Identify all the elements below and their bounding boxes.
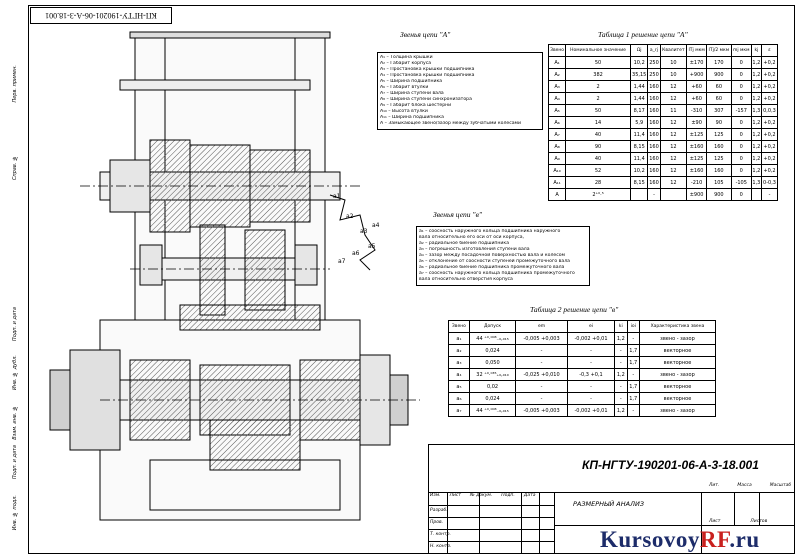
table-cell: 1,7	[627, 345, 639, 357]
table-cell: +0,2	[762, 153, 778, 165]
table-cell: 11,4	[630, 129, 648, 141]
table-cell: a₆	[449, 393, 470, 405]
table-cell: a₃	[449, 357, 470, 369]
table-cell: -	[567, 345, 614, 357]
col-header: Дата	[523, 493, 536, 498]
legend-a-item: А₈ – Ширина ступени синхронизатора	[380, 97, 472, 102]
table-cell: ±90	[687, 117, 707, 129]
table2-title: Таблица 2 решение цепи "в"	[530, 305, 619, 314]
table-cell: 11,4	[630, 153, 648, 165]
legend-b-item: а₄ – зазор между посадочной поверхностью вала и колесом	[419, 253, 566, 258]
table-cell: 5,9	[630, 117, 648, 129]
table-row	[449, 333, 716, 345]
table-cell: 105	[706, 177, 731, 189]
table-cell: ±125	[687, 129, 707, 141]
table-header-row	[449, 321, 716, 333]
table-row	[549, 57, 778, 69]
table-cell: 0	[731, 69, 751, 81]
table-cell: a₁	[449, 333, 470, 345]
table-cell: a₇	[449, 405, 470, 417]
table-row	[549, 93, 778, 105]
table-row	[549, 69, 778, 81]
table-cell: звено - зазор	[639, 369, 715, 381]
side-label: Подп. и дата	[12, 307, 18, 342]
table-cell: -210	[687, 177, 707, 189]
table-cell: -	[627, 333, 639, 345]
table-cell: 12	[660, 93, 687, 105]
table-cell: ±170	[687, 57, 707, 69]
right-header: Масса	[737, 483, 752, 488]
table-cell: 1,7	[627, 381, 639, 393]
watermark: KursovoyRF.ru	[600, 527, 760, 552]
table-cell: 90	[706, 117, 731, 129]
table-cell: 50	[566, 57, 631, 69]
table-cell: 125	[706, 153, 731, 165]
table-header-cell: Номинальное значение	[566, 45, 631, 57]
sheet-labels	[709, 519, 767, 524]
table-cell: -	[627, 405, 639, 417]
table-cell: 2	[566, 81, 631, 93]
table-cell: векторное	[639, 381, 715, 393]
dim-label-a6: a6	[352, 250, 360, 257]
top-stamp: КП-НГТУ-190201-06-А-3-18.001	[30, 7, 172, 24]
table-cell: 52	[566, 165, 631, 177]
table-cell: А	[549, 189, 566, 201]
table-header-cell: ITj/2 мкм	[706, 45, 731, 57]
table-cell: 1,2	[751, 57, 761, 69]
table-cell: +0,2	[762, 81, 778, 93]
legend-b-item: а₁ – соосность наружного кольца подшипника наружного	[419, 229, 561, 234]
table-cell: +900	[687, 69, 707, 81]
table-cell: А₉	[549, 153, 566, 165]
table-cell: 0	[731, 81, 751, 93]
dim-label-a1: a1	[333, 193, 341, 200]
side-label: Инв. № дубл.	[12, 355, 18, 391]
legend-a-item: А₁₁ – Ширина подшипника	[380, 115, 444, 120]
table-cell: 12	[660, 141, 687, 153]
sheet-label: Лист	[709, 519, 721, 524]
legend-a	[377, 52, 543, 130]
table-cell: -0,002 +0,01	[567, 405, 614, 417]
table-cell: 1,7	[627, 393, 639, 405]
table-cell: 8,17	[630, 105, 648, 117]
table-cell: ±160	[687, 141, 707, 153]
table-cell: 12	[660, 129, 687, 141]
dim-label-a5: a5	[368, 243, 376, 250]
table-cell: -0,002 +0,01	[567, 333, 614, 345]
table-cell: А₄	[549, 93, 566, 105]
table-cell: 900	[706, 189, 731, 201]
table-cell: 14	[566, 117, 631, 129]
table-cell: -	[516, 393, 568, 405]
table-cell: -0,005 +0,003	[516, 405, 568, 417]
legend-a-title: Звенья цепи "А"	[400, 30, 451, 39]
table-cell: 0	[731, 141, 751, 153]
table-cell: -	[615, 393, 627, 405]
table-cell: 8,15	[630, 141, 648, 153]
table-cell: a₅	[449, 381, 470, 393]
table-cell: А₆	[549, 117, 566, 129]
col-header: Изм.	[430, 493, 441, 498]
table-row	[549, 153, 778, 165]
table-cell: +0,2	[762, 141, 778, 153]
legend-a-item: А₄ – Простановка крышки подшипника	[380, 73, 475, 78]
table-cell: 160	[648, 153, 660, 165]
table-cell: -	[615, 345, 627, 357]
table-cell: -	[516, 357, 568, 369]
table-cell: А₁₁	[549, 177, 566, 189]
table-row	[549, 177, 778, 189]
table-cell: +0,2	[762, 117, 778, 129]
table-row	[449, 381, 716, 393]
table-cell: 160	[706, 141, 731, 153]
table-cell: -	[615, 357, 627, 369]
table-header-cell: Допуск	[469, 321, 515, 333]
table-header-cell: Характеристика звена	[639, 321, 715, 333]
table-header-cell: ioi	[627, 321, 639, 333]
col-header: Подп.	[501, 493, 515, 498]
table-cell: векторное	[639, 393, 715, 405]
table-cell: -	[762, 189, 778, 201]
table-cell: 160	[648, 129, 660, 141]
table-cell: +0,2	[762, 165, 778, 177]
table-cell: А₁	[549, 57, 566, 69]
table-header-cell: Квалитет	[660, 45, 687, 57]
role-label: Пров.	[430, 520, 444, 525]
table-cell: -157	[731, 105, 751, 117]
table-header-row	[549, 45, 778, 57]
legend-b-item: вала относительно отверстия корпуса	[419, 277, 513, 282]
table-cell: А₇	[549, 129, 566, 141]
legend-b-item: а₃ – погрешность изготовления ступени вала	[419, 247, 530, 252]
table-cell: 160	[648, 165, 660, 177]
document-name: РАЗМЕРНЫЙ АНАЛИЗ	[573, 500, 645, 508]
table-cell: 1,3	[751, 177, 761, 189]
title-right-headers	[709, 483, 791, 488]
role-label: Разраб.	[430, 508, 448, 513]
table-cell: +0,2	[762, 93, 778, 105]
table-cell: 125	[706, 129, 731, 141]
table-row	[449, 369, 716, 381]
table-row	[549, 141, 778, 153]
table-cell: 44 ⁺⁰·⁰⁰⁸₋₀,₀₁₅	[469, 333, 515, 345]
table-cell: -0,025 +0,010	[516, 369, 568, 381]
right-header: Масштаб	[769, 483, 792, 488]
table-cell: -0,005 +0,003	[516, 333, 568, 345]
table-cell: a₂	[449, 345, 470, 357]
table-cell: 10,2	[630, 57, 648, 69]
side-strip	[5, 45, 28, 550]
title-col-headers	[430, 493, 535, 498]
table-cell: 1,2	[751, 93, 761, 105]
table-cell: 1,2	[751, 117, 761, 129]
table-cell: 1,3	[751, 105, 761, 117]
table-row	[449, 345, 716, 357]
document-code: КП-НГТУ-190201-06-А-3-18.001	[582, 458, 759, 472]
table-cell	[630, 189, 648, 201]
table-cell: 2⁺⁰·⁵	[566, 189, 631, 201]
table-cell: звено - зазор	[639, 405, 715, 417]
role-label: Н. контр.	[430, 544, 452, 549]
legend-b-item: вала относительно его оси от оси корпуса,	[419, 235, 525, 240]
table-cell: 160	[706, 165, 731, 177]
table-row	[549, 117, 778, 129]
dim-label-a4: a4	[372, 222, 380, 229]
table-cell: 160	[648, 81, 660, 93]
table-cell: -	[567, 393, 614, 405]
table-header-cell: ITj мкм	[687, 45, 707, 57]
table-cell: 0	[731, 189, 751, 201]
table-cell: -0,3 +0,1	[567, 369, 614, 381]
table-cell: 12	[660, 177, 687, 189]
table-header-cell: em	[516, 321, 568, 333]
col-header: № докум.	[470, 493, 493, 498]
table-cell: +60	[687, 81, 707, 93]
table-cell: 1,2	[751, 129, 761, 141]
table-cell	[751, 189, 761, 201]
table-cell: 90	[566, 141, 631, 153]
table-cell: векторное	[639, 345, 715, 357]
legend-a-item: А₃ – Простановка крышки подшипника	[380, 67, 475, 72]
table-cell: А₅	[549, 105, 566, 117]
table-cell: 900	[706, 69, 731, 81]
legend-a-item: А₁ – Толщина крышки	[380, 55, 433, 60]
legend-a-item: А₇ – Ширина ступени вала	[380, 91, 444, 96]
table-cell: 1,2	[751, 81, 761, 93]
table-header-cell: a_rj	[648, 45, 660, 57]
table-cell: 40	[566, 153, 631, 165]
dim-label-a2: a2	[346, 213, 354, 220]
table-cell: 10	[660, 57, 687, 69]
table-cell: 250	[648, 69, 660, 81]
table-cell: 0,024	[469, 345, 515, 357]
table-cell: ±125	[687, 153, 707, 165]
table-header-cell: ki	[615, 321, 627, 333]
table-cell: 60	[706, 93, 731, 105]
table-header-cell: ε	[762, 45, 778, 57]
table-cell: 0,0,3	[762, 105, 778, 117]
table-cell: 1,2	[751, 153, 761, 165]
side-label: Справ. №	[12, 155, 18, 181]
table-header-cell: mj мкм	[731, 45, 751, 57]
legend-a-item: А₆ – Габарит втулки	[380, 85, 429, 90]
table-cell: 307	[706, 105, 731, 117]
table-cell: 1,2	[615, 333, 627, 345]
table-cell	[660, 189, 687, 201]
legend-b-title: Звенья цепи "в"	[433, 210, 482, 219]
table-row	[449, 357, 716, 369]
legend-a-item: А₁₀ – Высота втулки	[380, 109, 428, 114]
legend-b-item: а₅ – отклонение от соосности ступеней промежуточного вала	[419, 259, 570, 264]
table-cell: 1,7	[627, 357, 639, 369]
role-label: Т. контр.	[430, 532, 451, 537]
table-cell: 160	[648, 93, 660, 105]
table-cell: 1,44	[630, 93, 648, 105]
side-label: Взам. инв. №	[12, 405, 18, 440]
side-label: Перв. примен.	[12, 65, 18, 103]
table-cell: А₃	[549, 81, 566, 93]
legend-a-item: А – Замыкающее звено/зазор между зубчатыми колесами	[380, 121, 521, 126]
table-row	[549, 129, 778, 141]
table-cell: 44 ⁺⁰·⁰⁰⁸₋₀,₀₁₅	[469, 405, 515, 417]
table-cell: 2	[566, 93, 631, 105]
table-row	[549, 105, 778, 117]
table-row	[549, 189, 778, 201]
table-header-cell: kj	[751, 45, 761, 57]
title-roles	[430, 505, 452, 553]
table-header-cell: ei	[567, 321, 614, 333]
table-cell: 40	[566, 129, 631, 141]
table-cell: 8,15	[630, 177, 648, 189]
table-cell: a₄	[449, 369, 470, 381]
table-cell: 0	[731, 153, 751, 165]
legend-b	[416, 226, 590, 286]
table-cell: 1,44	[630, 81, 648, 93]
table-cell: 0	[731, 57, 751, 69]
table-cell: +0,2	[762, 129, 778, 141]
table-cell: 382	[566, 69, 631, 81]
table-cell: 12	[660, 117, 687, 129]
legend-b-item: а₆ – радиальное биение подшипника промежуточного вала	[419, 265, 565, 270]
legend-b-item: а₇ – соосность наружного кольца подшипника промежуточного	[419, 271, 575, 276]
table-cell: звено - зазор	[639, 333, 715, 345]
table-cell: 160	[648, 177, 660, 189]
table-cell: А₈	[549, 141, 566, 153]
table-row	[449, 405, 716, 417]
table-cell: 0,050	[469, 357, 515, 369]
table-cell: -	[627, 369, 639, 381]
table-cell: 12	[660, 81, 687, 93]
table-cell: ±160	[687, 165, 707, 177]
dim-label-a3: a3	[360, 228, 368, 235]
table-cell: 160	[648, 117, 660, 129]
table-header-cell: Звено	[449, 321, 470, 333]
table-cell: 0,024	[469, 393, 515, 405]
table-cell: -310	[687, 105, 707, 117]
right-header: Лит.	[709, 483, 720, 488]
table-row	[549, 81, 778, 93]
table-cell: 1,2	[751, 141, 761, 153]
table-cell: 0-0,3	[762, 177, 778, 189]
table-cell: -	[516, 381, 568, 393]
side-label: Подп. и дата	[12, 445, 18, 480]
table-cell: -	[648, 189, 660, 201]
table-cell: 1,2	[751, 69, 761, 81]
table2	[448, 320, 716, 417]
table-cell: 35,15	[630, 69, 648, 81]
table-cell: 11	[660, 105, 687, 117]
dim-label-a7: a7	[338, 258, 346, 265]
table1	[548, 44, 778, 201]
legend-a-item: А₉ – Габарит блока шестерни	[380, 103, 452, 108]
table-row	[549, 165, 778, 177]
table-cell: А₂	[549, 69, 566, 81]
table-cell: 28	[566, 177, 631, 189]
table-cell: 0	[731, 93, 751, 105]
table-cell: -	[516, 345, 568, 357]
table-row	[449, 393, 716, 405]
table-cell: -	[567, 357, 614, 369]
table-cell: 50	[566, 105, 631, 117]
table-cell: -105	[731, 177, 751, 189]
legend-a-item: А₅ – Ширина подшипника	[380, 79, 443, 84]
table1-title: Таблица 1 решение цепи "А"	[598, 30, 688, 39]
table-cell: 0	[731, 117, 751, 129]
table-cell: 160	[648, 141, 660, 153]
table-cell: векторное	[639, 357, 715, 369]
table-cell: +0,2	[762, 57, 778, 69]
side-label: Инв. № подл.	[12, 495, 18, 531]
table-header-cell: Ωj	[630, 45, 648, 57]
table-cell: 0	[731, 129, 751, 141]
sheet-label: Листов	[750, 519, 768, 524]
table-cell: 1,2	[751, 165, 761, 177]
table-cell: 10,2	[630, 165, 648, 177]
table-cell: +60	[687, 93, 707, 105]
table-cell: 10	[660, 69, 687, 81]
table-cell: ±900	[687, 189, 707, 201]
table-cell: -	[567, 381, 614, 393]
table-header-cell: Звено	[549, 45, 566, 57]
table-cell: 0,02	[469, 381, 515, 393]
table-cell: 1,2	[615, 369, 627, 381]
table-cell: А₁₀	[549, 165, 566, 177]
legend-a-item: А₂ – Габарит корпуса	[380, 61, 432, 66]
table-cell: +0,2	[762, 69, 778, 81]
table-cell: -	[615, 381, 627, 393]
legend-b-item: а₂ – радиальное биение подшипника	[419, 241, 510, 246]
table-cell: 12	[660, 153, 687, 165]
table-cell: 32 ⁺⁰·⁰³⁵₊₀,₀₁₀	[469, 369, 515, 381]
table-cell: 1,2	[615, 405, 627, 417]
table-cell: 0	[731, 165, 751, 177]
table-cell: 60	[706, 81, 731, 93]
table-cell: 170	[706, 57, 731, 69]
table-cell: 250	[648, 57, 660, 69]
table-cell: 160	[648, 105, 660, 117]
table-cell: 12	[660, 165, 687, 177]
col-header: Лист	[449, 493, 461, 498]
